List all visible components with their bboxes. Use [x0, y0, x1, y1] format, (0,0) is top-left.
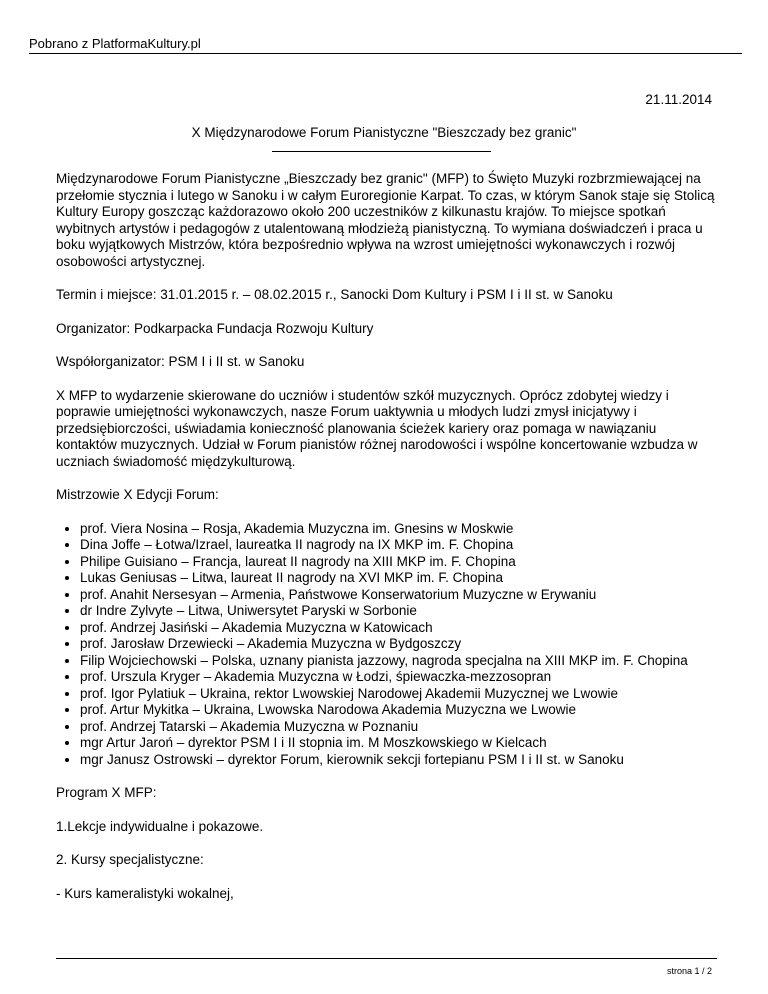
list-item: • Philipe Guisiano – Francja, laureat II nagrody na XIII MKP im. F. Chopina [80, 554, 716, 571]
list-item: • prof. Urszula Kryger – Akademia Muzyczna w Łodzi, śpiewaczka-mezzosopran [80, 669, 716, 686]
list-item: • prof. Andrzej Jasiński – Akademia Muzyczna w Katowicach [80, 620, 716, 637]
program-subitem-vocal-chamber: - Kurs kameralistyki wokalnej, [56, 885, 234, 901]
list-item: • mgr Artur Jaroń – dyrektor PSM I i II stopnia im. M Moszkowskiego w Kielcach [80, 735, 716, 752]
date-place-paragraph: Termin i miejsce: 31.01.2015 r. – 08.02.2015 r., Sanocki Dom Kultury i PSM I i II st. w Sanoku [56, 287, 613, 302]
document-body [56, 171, 716, 919]
list-item: • prof. Anahit Nersesyan – Armenia, Państwowe Konserwatorium Muzyczne w Erywaniu [80, 587, 716, 604]
header-divider [29, 53, 742, 54]
list-item: • mgr Janusz Ostrowski – dyrektor Forum, kierownik sekcji fortepianu PSM I i II st. w Sanoku [80, 752, 716, 769]
co-organizer-paragraph: Współorganizator: PSM I i II st. w Sanoku [56, 354, 305, 369]
list-item: • Lukas Geniusas – Litwa, laureat II nagrody na XVI MKP im. F. Chopina [80, 570, 716, 587]
program-heading: Program X MFP: [56, 785, 157, 800]
document-title: X Międzynarodowe Forum Pianistyczne "Bieszczady bez granic" [191, 125, 577, 140]
page-number: strona 1 / 2 [666, 966, 712, 976]
document-date: 21.11.2014 [645, 92, 712, 107]
program-item-courses: 2. Kursy specjalistyczne: [56, 852, 204, 867]
program-item-lessons: 1.Lekcje indywidualne i pokazowe. [56, 818, 264, 834]
list-item: • Dina Joffe – Łotwa/Izrael, laureatka II nagrody na IX MKP im. F. Chopina [80, 537, 716, 554]
title-underline [272, 151, 491, 152]
header-source: Pobrano z PlatformaKultury.pl [29, 36, 201, 51]
description-paragraph: X MFP to wydarzenie skierowane do uczniów i studentów szkół muzycznych. Oprócz zdobytej wiedzy i poprawie umiejętności wykonawczych, nasze Forum uaktywnia u młodych ludzi zmysł inicjatywy i przedsiębiorczości, uświadamia konieczność planowania ścieżek kariery oraz pomaga w nawiązaniu kontaktów muzycznych. Udział w Forum pianistów różnej narodowości i wspólne koncertowanie wzbudza w uczniach świadomość międzykulturową. [56, 387, 698, 469]
masters-heading: Mistrzowie X Edycji Forum: [56, 487, 219, 502]
footer-divider [56, 958, 717, 959]
list-item: • prof. Artur Mykitka – Ukraina, Lwowska Narodowa Akademia Muzyczna we Lwowie [80, 702, 716, 719]
list-item: • prof. Jarosław Drzewiecki – Akademia Muzyczna w Bydgoszczy [80, 636, 716, 653]
list-item: • dr Indre Zylvyte – Litwa, Uniwersytet Paryski w Sorbonie [80, 603, 716, 620]
list-item: • Filip Wojciechowski – Polska, uznany pianista jazzowy, nagroda specjalna na XIII MKP im. F. Chopina [80, 653, 716, 670]
list-item: • prof. Viera Nosina – Rosja, Akademia Muzyczna im. Gnesins w Moskwie [80, 521, 716, 538]
intro-paragraph: Międzynarodowe Forum Pianistyczne „Bieszczady bez granic" (MFP) to Święto Muzyki rozbrzmiewającej na przełomie stycznia i lutego w Sanoku i w całym Euroregionie Karpat. To czas, w którym Sanok staje się Stolicą Kultury Europy goszcząc każdorazowo około 200 uczestników z kilkunastu krajów. To miejsce spotkań wybitnych artystów i pedagogów z utalentowaną młodzieżą pianistyczną. To wymiana doświadczeń i praca u boku wyjątkowych Mistrzów, która bezpośrednio wpływa na wzrost umiejętności wykonawczych i rozwój osobowości artystycznej. [56, 171, 715, 269]
list-item: • prof. Igor Pylatiuk – Ukraina, rektor Lwowskiej Narodowej Akademii Muzycznej we Lwowie [80, 686, 716, 703]
masters-list [56, 521, 716, 769]
organizer-paragraph: Organizator: Podkarpacka Fundacja Rozwoju Kultury [56, 320, 374, 336]
list-item: • prof. Andrzej Tatarski – Akademia Muzyczna w Poznaniu [80, 719, 716, 736]
